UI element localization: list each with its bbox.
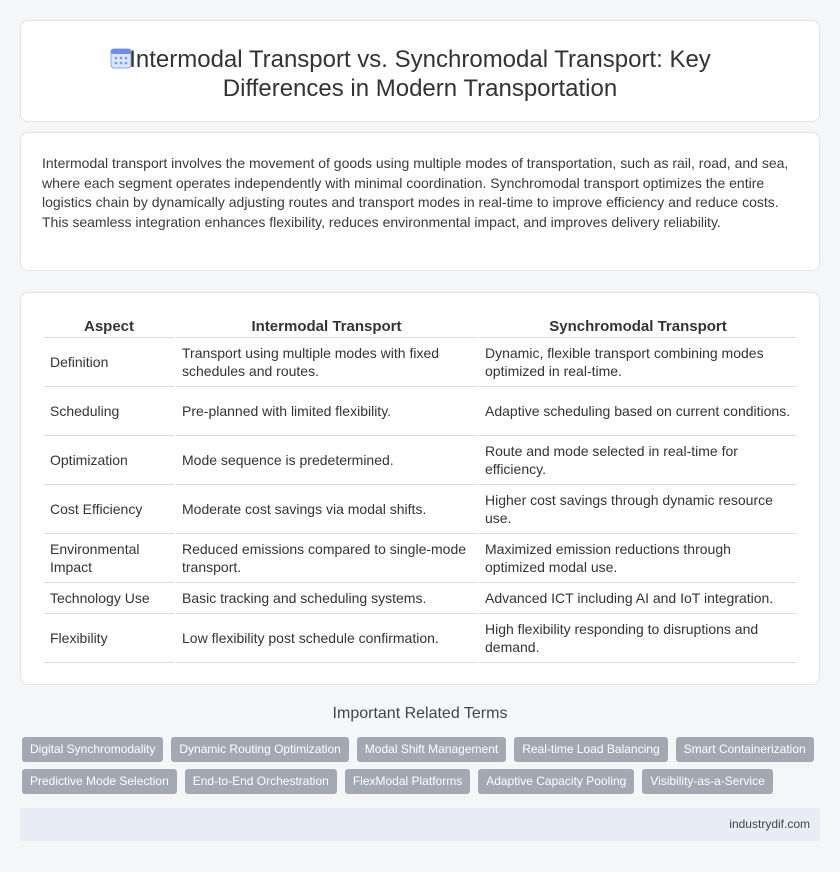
table-row bbox=[44, 534, 797, 583]
synchromodal-cell: High flexibility responding to disruptions and demand. bbox=[479, 614, 797, 663]
tag-row bbox=[22, 769, 822, 794]
synchromodal-cell: Adaptive scheduling based on current conditions. bbox=[479, 387, 797, 436]
table-row bbox=[44, 485, 797, 534]
table-row bbox=[44, 614, 797, 663]
synchromodal-cell: Maximized emission reductions through optimized modal use. bbox=[479, 534, 797, 583]
intro-card bbox=[20, 132, 820, 271]
aspect-cell: Cost Efficiency bbox=[44, 485, 174, 534]
intermodal-cell: Low flexibility post schedule confirmation. bbox=[176, 614, 477, 663]
related-terms-heading: Important Related Terms bbox=[332, 705, 508, 722]
page-title-line-1: Intermodal Transport vs. Synchromodal Transport: Key bbox=[129, 46, 711, 73]
table-row bbox=[44, 583, 797, 614]
aspect-cell: Environmental Impact bbox=[44, 534, 174, 583]
related-term-tag[interactable]: Dynamic Routing Optimization bbox=[171, 737, 348, 762]
table-row bbox=[44, 436, 797, 485]
table-row bbox=[44, 387, 797, 436]
related-term-tag[interactable]: FlexModal Platforms bbox=[345, 769, 470, 794]
related-term-tag[interactable]: Modal Shift Management bbox=[357, 737, 506, 762]
intermodal-cell: Transport using multiple modes with fixed schedules and routes. bbox=[176, 338, 477, 387]
related-term-tag[interactable]: End-to-End Orchestration bbox=[185, 769, 337, 794]
related-term-tag[interactable]: Adaptive Capacity Pooling bbox=[478, 769, 634, 794]
aspect-cell: Flexibility bbox=[44, 614, 174, 663]
intermodal-cell: Moderate cost savings via modal shifts. bbox=[176, 485, 477, 534]
synchromodal-cell: Dynamic, flexible transport combining modes optimized in real-time. bbox=[479, 338, 797, 387]
aspect-cell: Optimization bbox=[44, 436, 174, 485]
column-header: Synchromodal Transport bbox=[479, 316, 797, 338]
intermodal-cell: Basic tracking and scheduling systems. bbox=[176, 583, 477, 614]
related-term-tag[interactable]: Visibility-as-a-Service bbox=[642, 769, 772, 794]
intro-paragraph: Intermodal transport involves the movement of goods using multiple modes of transportation, such as rail, road, and sea, where each segment operates independently with minimal coordination. Synchromodal transport optimizes the entire logistics chain by dynamically adjusting routes and transport modes in real-time to improve efficiency and reduce costs. This seamless integration enhances flexibility, reduces environmental impact, and improves delivery reliability. bbox=[42, 155, 789, 230]
column-header: Aspect bbox=[44, 316, 174, 338]
footer-site-link[interactable]: industrydif.com bbox=[729, 817, 810, 831]
column-header: Intermodal Transport bbox=[176, 316, 477, 338]
intermodal-cell: Mode sequence is predetermined. bbox=[176, 436, 477, 485]
intermodal-cell: Pre-planned with limited flexibility. bbox=[176, 387, 477, 436]
aspect-cell: Definition bbox=[44, 338, 174, 387]
header-card bbox=[20, 20, 820, 122]
synchromodal-cell: Higher cost savings through dynamic resource use. bbox=[479, 485, 797, 534]
comparison-card bbox=[20, 292, 820, 685]
page-title-line-2: Differences in Modern Transportation bbox=[222, 75, 618, 102]
footer-bar bbox=[20, 808, 820, 841]
synchromodal-cell: Advanced ICT including AI and IoT integration. bbox=[479, 583, 797, 614]
related-terms-tags bbox=[22, 737, 822, 801]
table-row bbox=[44, 338, 797, 387]
related-term-tag[interactable]: Digital Synchromodality bbox=[22, 737, 163, 762]
aspect-cell: Technology Use bbox=[44, 583, 174, 614]
related-term-tag[interactable]: Real-time Load Balancing bbox=[514, 737, 667, 762]
related-term-tag[interactable]: Smart Containerization bbox=[676, 737, 814, 762]
aspect-cell: Scheduling bbox=[44, 387, 174, 436]
tag-row bbox=[22, 737, 822, 762]
synchromodal-cell: Route and mode selected in real-time for efficiency. bbox=[479, 436, 797, 485]
intermodal-cell: Reduced emissions compared to single-mode transport. bbox=[176, 534, 477, 583]
comparison-table bbox=[42, 316, 799, 663]
related-term-tag[interactable]: Predictive Mode Selection bbox=[22, 769, 177, 794]
page-title bbox=[21, 45, 819, 103]
